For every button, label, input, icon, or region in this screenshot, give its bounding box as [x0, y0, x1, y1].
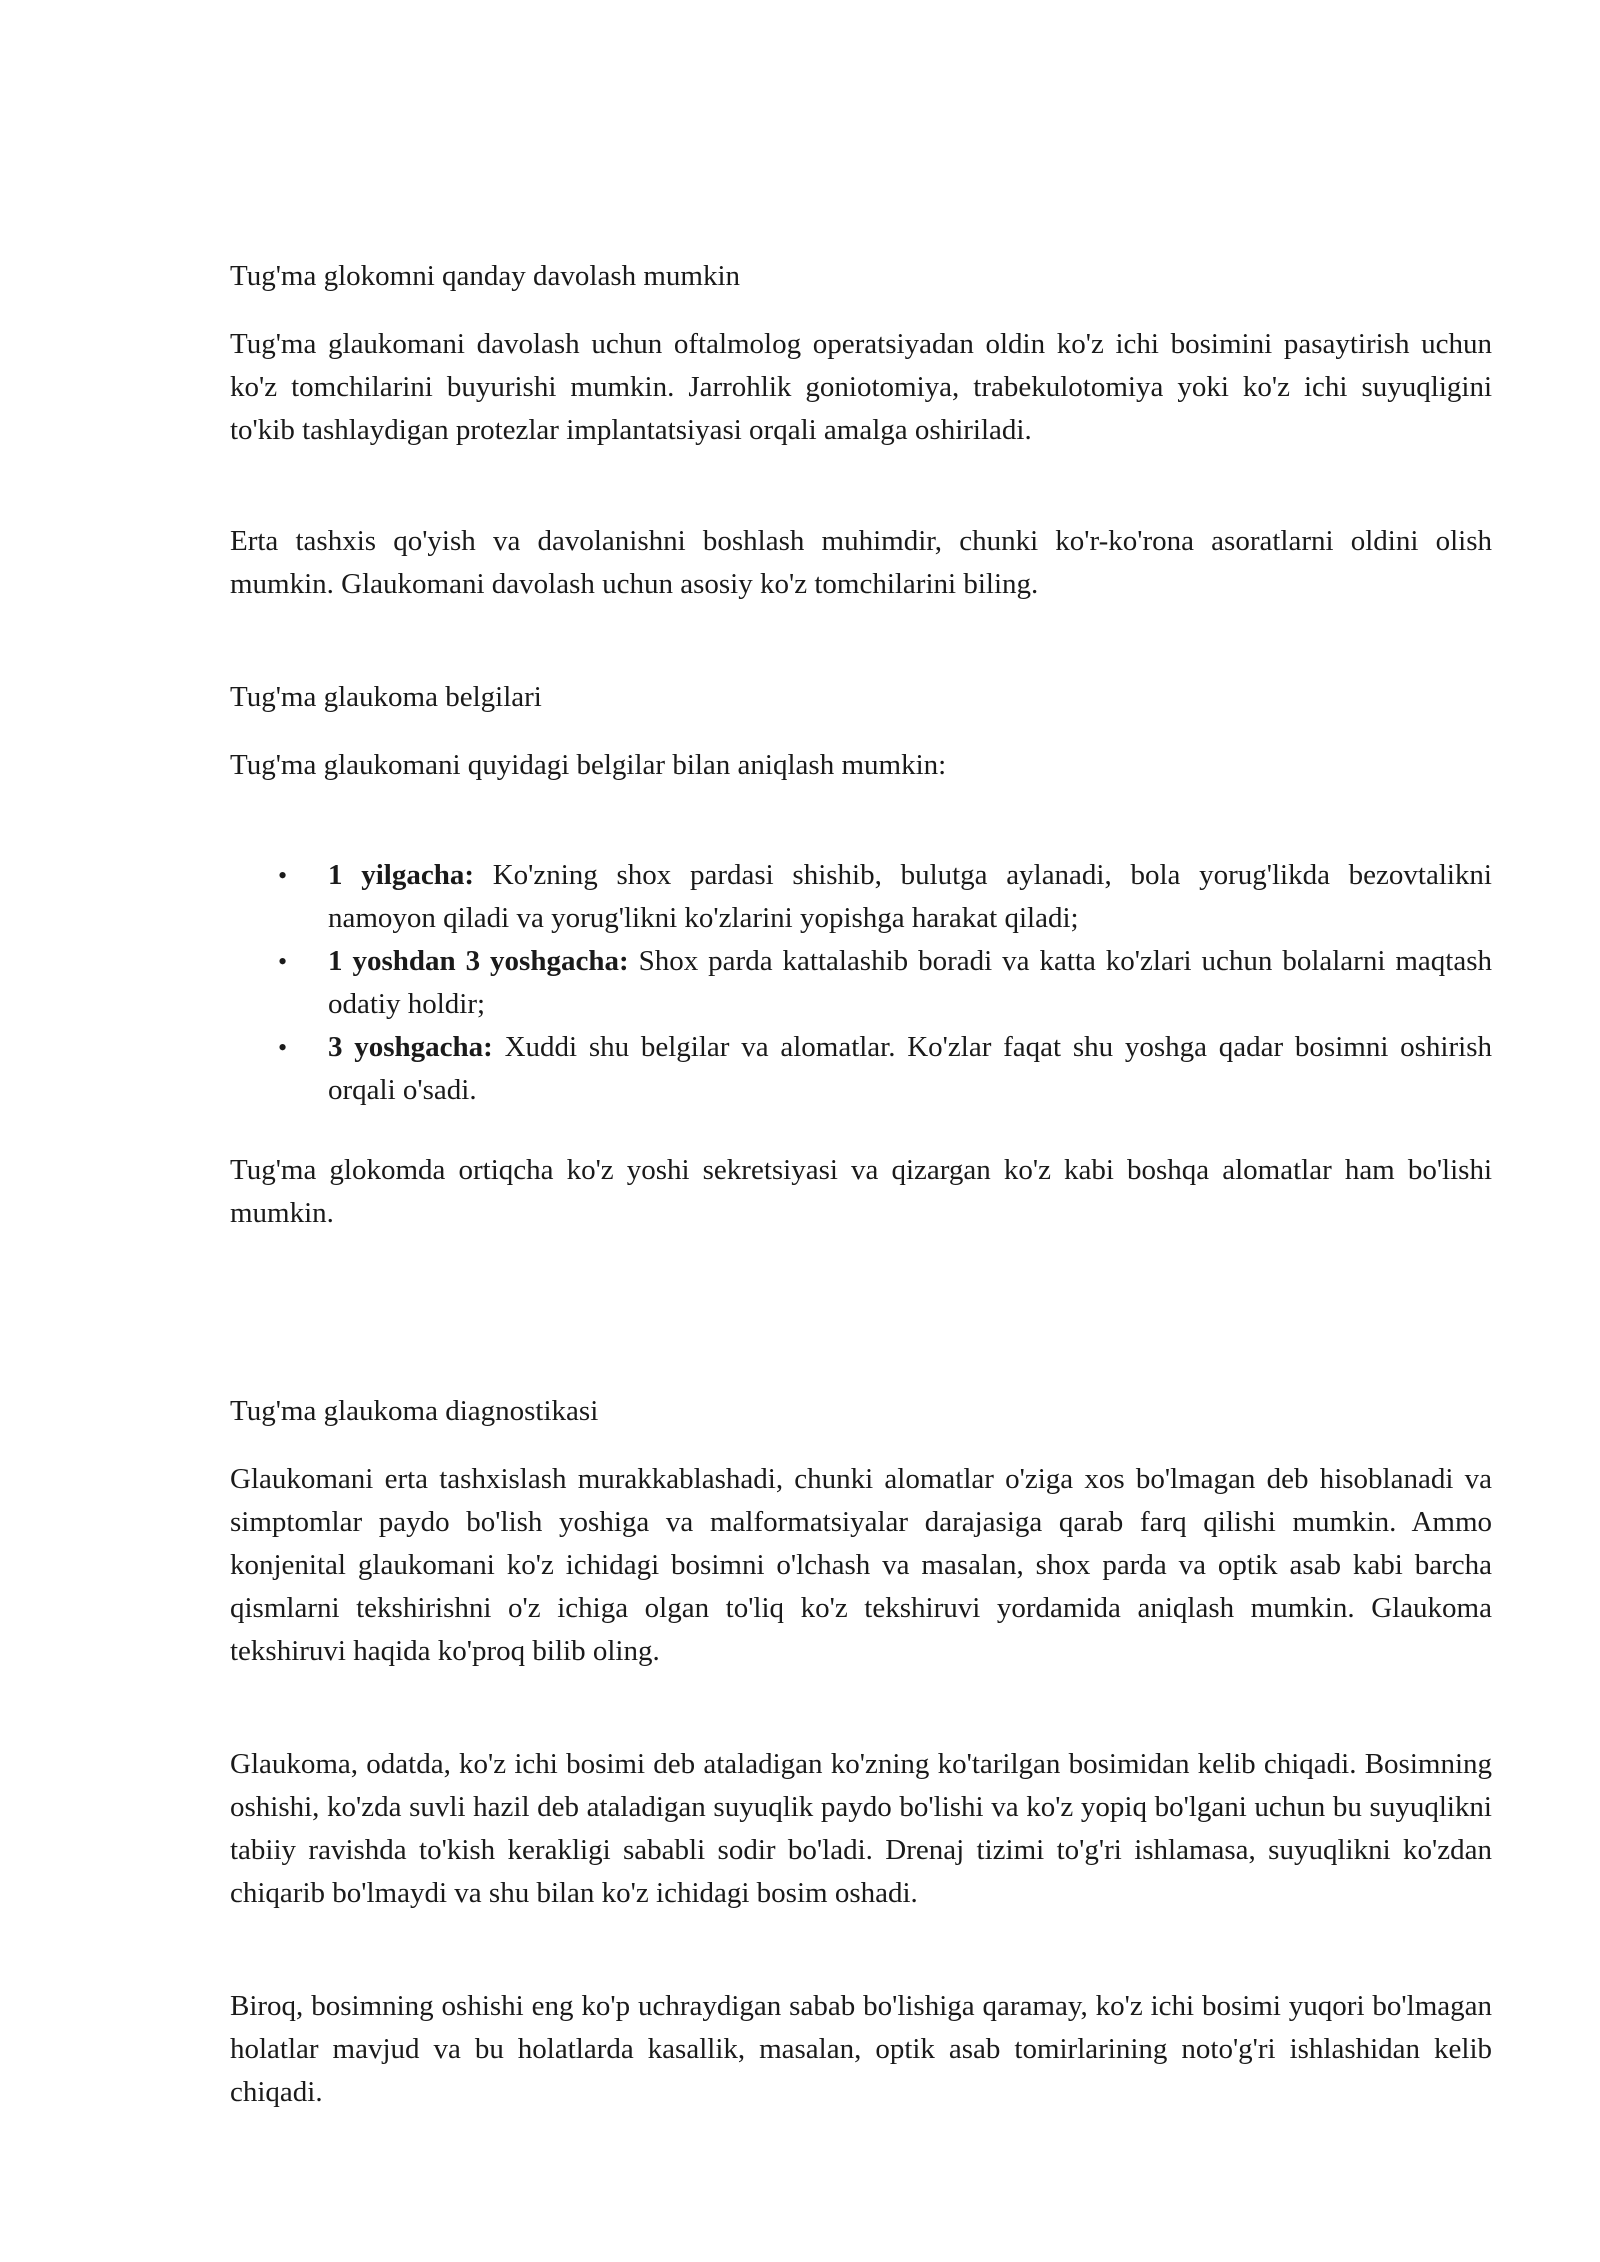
spacer	[230, 1433, 1492, 1458]
paragraph-symptoms-intro: Tug'ma glaukomani quyidagi belgilar bilan aniqlash mumkin:	[230, 749, 947, 781]
section-heading-treatment: Tug'ma glokomni qanday davolash mumkin	[230, 260, 741, 292]
spacer	[230, 1235, 1492, 1390]
list-item-term: 3 yoshgacha:	[328, 1031, 493, 1063]
paragraph-diagnostics-3: Biroq, bosimning oshishi eng ko'p uchraydigan sabab bo'lishiga qaramay, ko'z ichi bosimi yuqori bo'lmagan holatlar mavjud va bu holatlarda kasallik, masalan, optik asab tomirlarining noto'g'ri ishlashidan kelib chiqadi.	[230, 1990, 1492, 2108]
spacer	[230, 1915, 1492, 1985]
section-heading-diagnostics: Tug'ma glaukoma diagnostikasi	[230, 1395, 599, 1427]
spacer	[230, 452, 1492, 520]
spacer	[230, 787, 1492, 854]
spacer	[230, 606, 1492, 676]
document-page	[230, 255, 1492, 2114]
section-heading-symptoms: Tug'ma glaukoma belgilari	[230, 681, 542, 713]
spacer	[230, 298, 1492, 323]
paragraph-treatment-2: Erta tashxis qo'yish va davolanishni boshlash muhimdir, chunki ko'r-ko'rona asoratlarni oldini olish mumkin. Glaukomani davolash uchun asosiy ko'z tomchilarini biling.	[230, 525, 1492, 600]
bullet-icon: •	[278, 1033, 288, 1062]
bullet-icon: •	[278, 861, 288, 890]
paragraph-symptoms-closing: Tug'ma glokomda ortiqcha ko'z yoshi sekretsiyasi va qizargan ko'z kabi boshqa alomatlar ham bo'lishi mumkin.	[230, 1154, 1492, 1229]
spacer	[230, 1673, 1492, 1743]
paragraph-diagnostics-2: Glaukoma, odatda, ko'z ichi bosimi deb ataladigan ko'zning ko'tarilgan bosimidan kelib chiqadi. Bosimning oshishi, ko'zda suvli hazil deb ataladigan suyuqlik paydo bo'lishi va ko'z yopiq bo'lgani uchun bu suyuqlikni tabiiy ravishda to'kish kerakligi sababli sodir bo'ladi. Drenaj tizimi to'g'ri ishlamasa, suyuqlikni ko'zdan chiqarib bo'lmaydi va shu bilan ko'z ichidagi bosim oshadi.	[230, 1748, 1492, 1909]
paragraph-treatment-1: Tug'ma glaukomani davolash uchun oftalmolog operatsiyadan oldin ko'z ichi bosimini pasaytirish uchun ko'z tomchilarini buyurishi mumkin. Jarrohlik goniotomiya, trabekulotomiya yoki ko'z ichi suyuqligini to'kib tashlaydigan protezlar implantatsiyasi orqali amalga oshiriladi.	[230, 328, 1492, 446]
list-item	[230, 1026, 1492, 1112]
list-item	[230, 940, 1492, 1026]
spacer	[230, 1112, 1492, 1149]
symptom-list	[230, 854, 1492, 1112]
list-item-term: 1 yoshdan 3 yoshgacha:	[328, 945, 629, 977]
list-item-text: Xuddi shu belgilar va alomatlar. Ko'zlar faqat shu yoshga qadar bosimni oshirish orqali o'sadi.	[328, 1031, 1492, 1106]
spacer	[230, 719, 1492, 744]
paragraph-diagnostics-1: Glaukomani erta tashxislash murakkablashadi, chunki alomatlar o'ziga xos bo'lmagan deb hisoblanadi va simptomlar paydo bo'lish yoshiga va malformatsiyalar darajasiga qarab farq qilishi mumkin. Ammo konjenital glaukomani ko'z ichidagi bosimni o'lchash va masalan, shox parda va optik asab kabi barcha qismlarni tekshirishni o'z ichiga olgan to'liq ko'z tekshiruvi yordamida aniqlash mumkin. Glaukoma tekshiruvi haqida ko'proq bilib oling.	[230, 1463, 1492, 1667]
list-item-term: 1 yilgacha:	[328, 859, 474, 891]
list-item-text: Ko'zning shox pardasi shishib, bulutga aylanadi, bola yorug'likda bezovtalikni namoyon qiladi va yorug'likni ko'zlarini yopishga harakat qiladi;	[328, 859, 1492, 934]
list-item-text: Shox parda kattalashib boradi va katta ko'zlari uchun bolalarni maqtash odatiy holdir;	[328, 945, 1492, 1020]
list-item	[230, 854, 1492, 940]
bullet-icon: •	[278, 947, 288, 976]
